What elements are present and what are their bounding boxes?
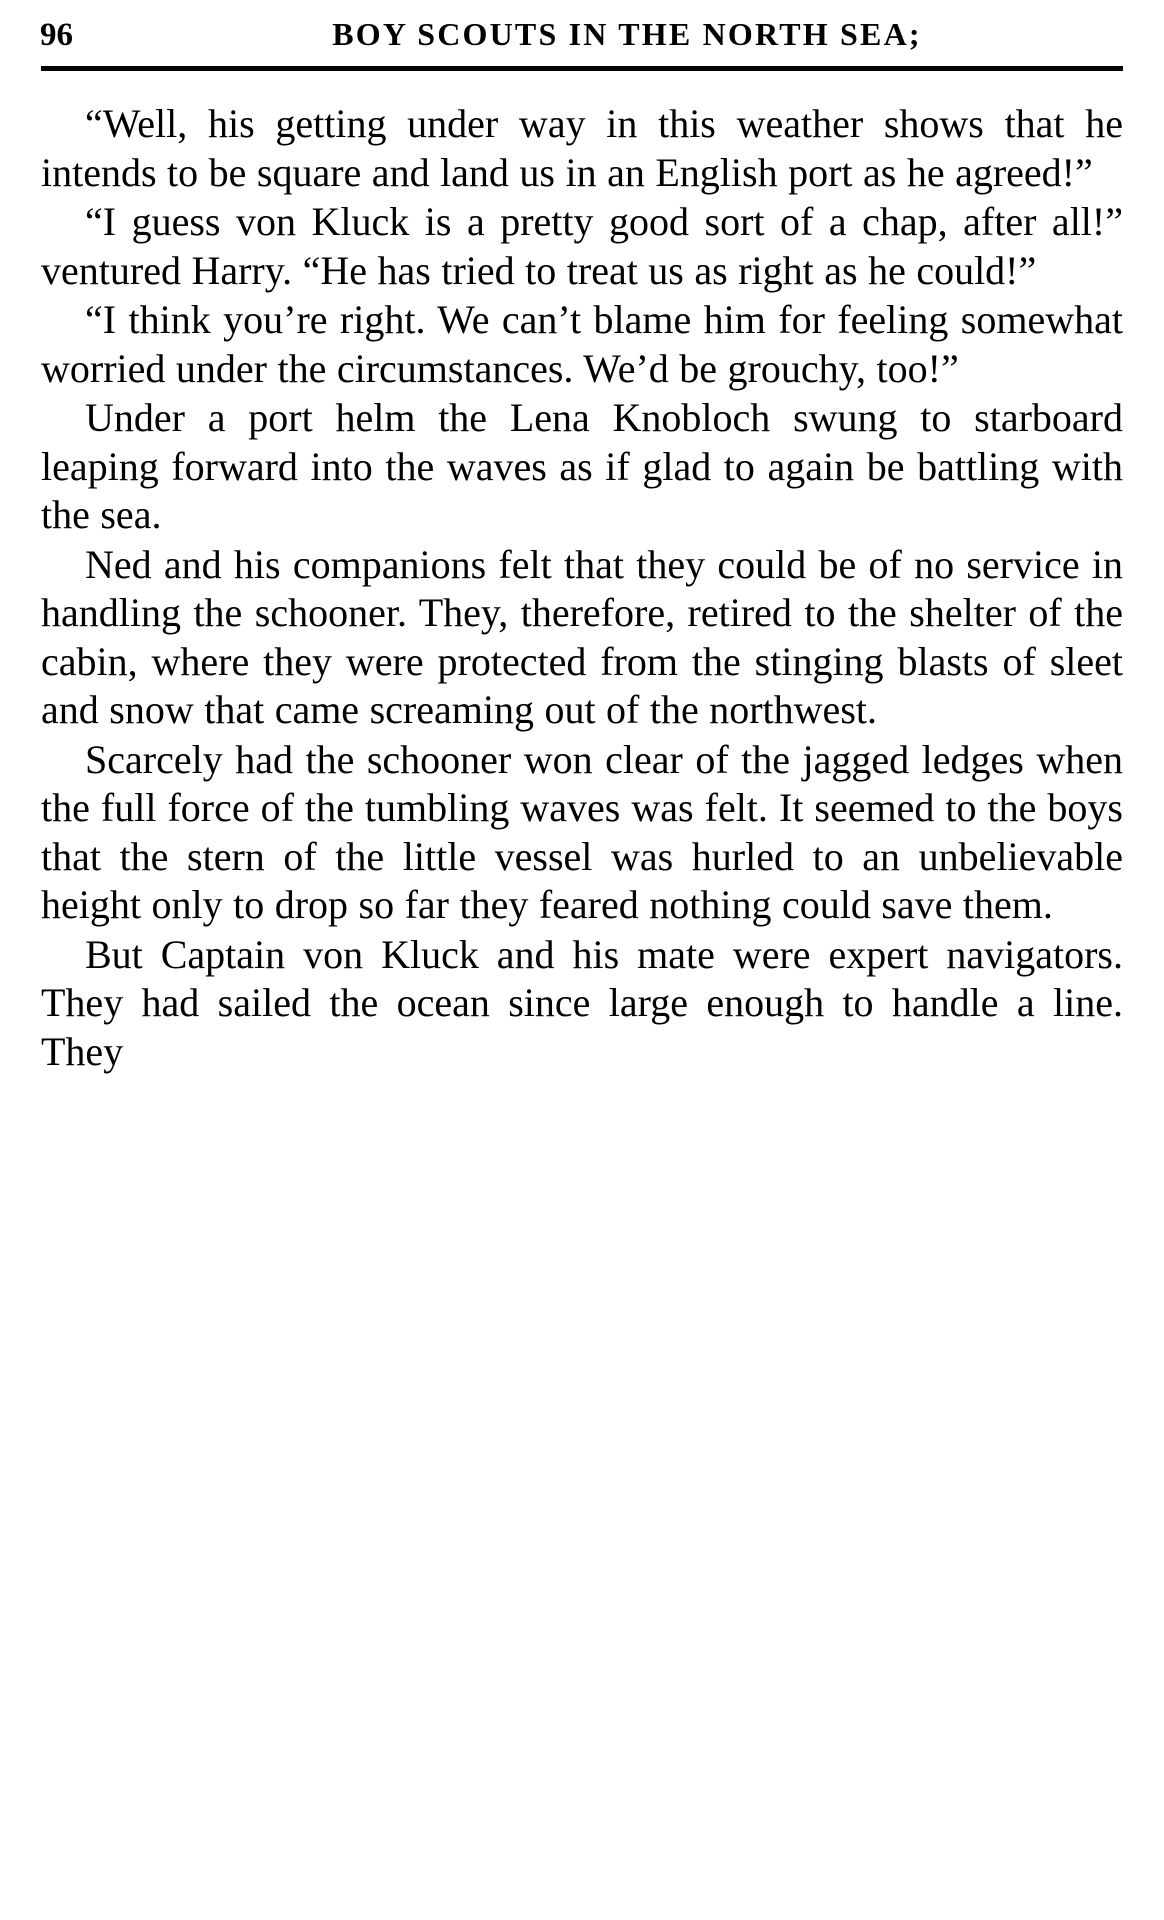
paragraph: Under a port helm the Lena Knobloch swung to starboard leaping forward into the waves as if glad to again be battling with the sea. xyxy=(41,395,1123,537)
running-head-title: BOY SCOUTS IN THE NORTH SEA; xyxy=(332,16,922,52)
paragraph: “Well, his getting under way in this weather shows that he intends to be square and land us in an English port as he agreed!” xyxy=(41,101,1123,195)
paragraph: Ned and his companions felt that they could be of no service in handling the schooner. They, therefore, retired to the shelter of the cabin, where they were protected from the stinging blasts of sleet and snow that came screaming out of the northwest. xyxy=(41,541,1123,732)
paragraph: “I guess von Kluck is a pretty good sort of a chap, after all!” ventured Harry. “He has tried to treat us as right as he could!” xyxy=(41,199,1123,293)
paragraph: But Captain von Kluck and his mate were expert navigators. They had sailed the ocean since large enough to handle a line. They xyxy=(41,931,1123,1074)
page-body xyxy=(41,100,1123,1076)
paragraph: Scarcely had the schooner won clear of the jagged ledges when the full force of the tumbling waves was felt. It seemed to the boys that the stern of the little vessel was hurled to an unbelievable height only to drop so far they feared nothing could save them. xyxy=(41,736,1123,927)
paragraph: “I think you’re right. We can’t blame him for feeling somewhat worried under the circumstances. We’d be grouchy, too!” xyxy=(41,297,1123,391)
page-header xyxy=(40,18,1124,70)
header-divider-rule xyxy=(41,66,1123,71)
page-number: 96 xyxy=(40,17,73,53)
